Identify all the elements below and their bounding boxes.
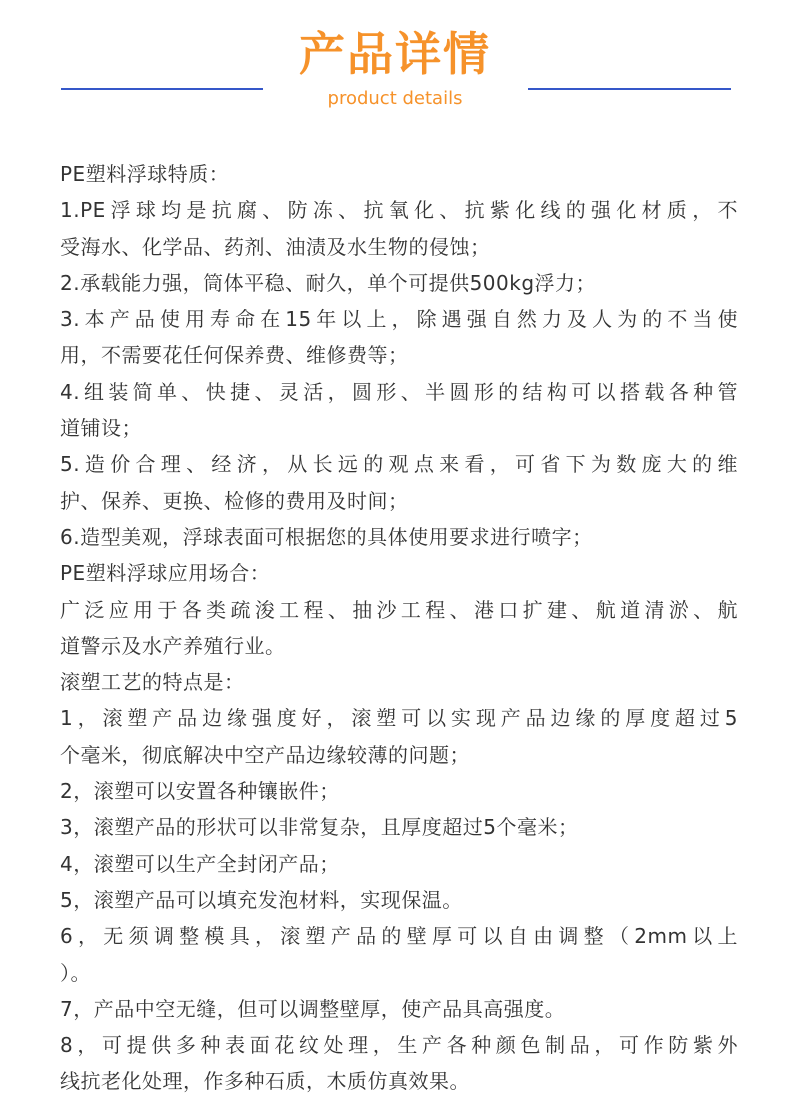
- text-line: 3，滚塑产品的形状可以非常复杂，且厚度超过5个毫米；: [60, 815, 579, 840]
- text-line: 线抗老化处理，作多种石质，木质仿真效果。: [60, 1069, 470, 1094]
- text-line: 6，无须调整模具，滚塑产品的壁厚可以自由调整（2mm以上: [60, 924, 738, 949]
- section-heading-rotomolding: 滚塑工艺的特点是：: [60, 670, 245, 695]
- text-line: 护、保养、更换、检修的费用及时间；: [60, 488, 409, 513]
- text-line: 用，不需要花任何保养费、维修费等；: [60, 343, 409, 368]
- text-line: 2，滚塑可以安置各种镶嵌件；: [60, 779, 340, 804]
- text-line: 1.PE浮球均是抗腐、防冻、抗氧化、抗紫化线的强化材质，不: [60, 198, 738, 223]
- text-line: 个毫米，彻底解决中空产品边缘较薄的问题；: [60, 742, 470, 767]
- page-subtitle: product details: [327, 88, 463, 109]
- text-line: 受海水、化学品、药剂、油渍及水生物的侵蚀；: [60, 234, 491, 259]
- text-line: ）。: [60, 960, 91, 985]
- text-line: 5，滚塑产品可以填充发泡材料，实现保温。: [60, 887, 463, 912]
- text-line: 4.组装简单、快捷、灵活，圆形、半圆形的结构可以搭载各种管: [60, 379, 738, 404]
- header: [0, 0, 790, 120]
- text-line: 8，可提供多种表面花纹处理，生产各种颜色制品，可作防紫外: [60, 1033, 738, 1058]
- text-line: 2.承载能力强，筒体平稳、耐久，单个可提供500kg浮力；: [60, 270, 597, 295]
- text-line: 7，产品中空无缝，但可以调整壁厚，使产品具高强度。: [60, 996, 566, 1021]
- text-line: 广泛应用于各类疏浚工程、抽沙工程、港口扩建、航道清淤、航: [60, 597, 738, 622]
- text-line: 5.造价合理、经济，从长远的观点来看，可省下为数庞大的维: [60, 452, 738, 477]
- text-line: 6.造型美观，浮球表面可根据您的具体使用要求进行喷字；: [60, 524, 593, 549]
- text-line: 3.本产品使用寿命在15年以上，除遇强自然力及人为的不当使: [60, 307, 738, 332]
- product-description: [60, 156, 738, 1100]
- text-line: 4，滚塑可以生产全封闭产品；: [60, 851, 340, 876]
- page-title: 产品详情: [299, 27, 491, 81]
- text-line: 1，滚塑产品边缘强度好，滚塑可以实现产品边缘的厚度超过5: [60, 706, 738, 731]
- text-line: 道警示及水产养殖行业。: [60, 633, 286, 658]
- text-line: 道铺设；: [60, 416, 142, 441]
- section-heading-pe-features: PE塑料浮球特质：: [60, 162, 230, 186]
- section-heading-pe-applications: PE塑料浮球应用场合：: [60, 561, 271, 586]
